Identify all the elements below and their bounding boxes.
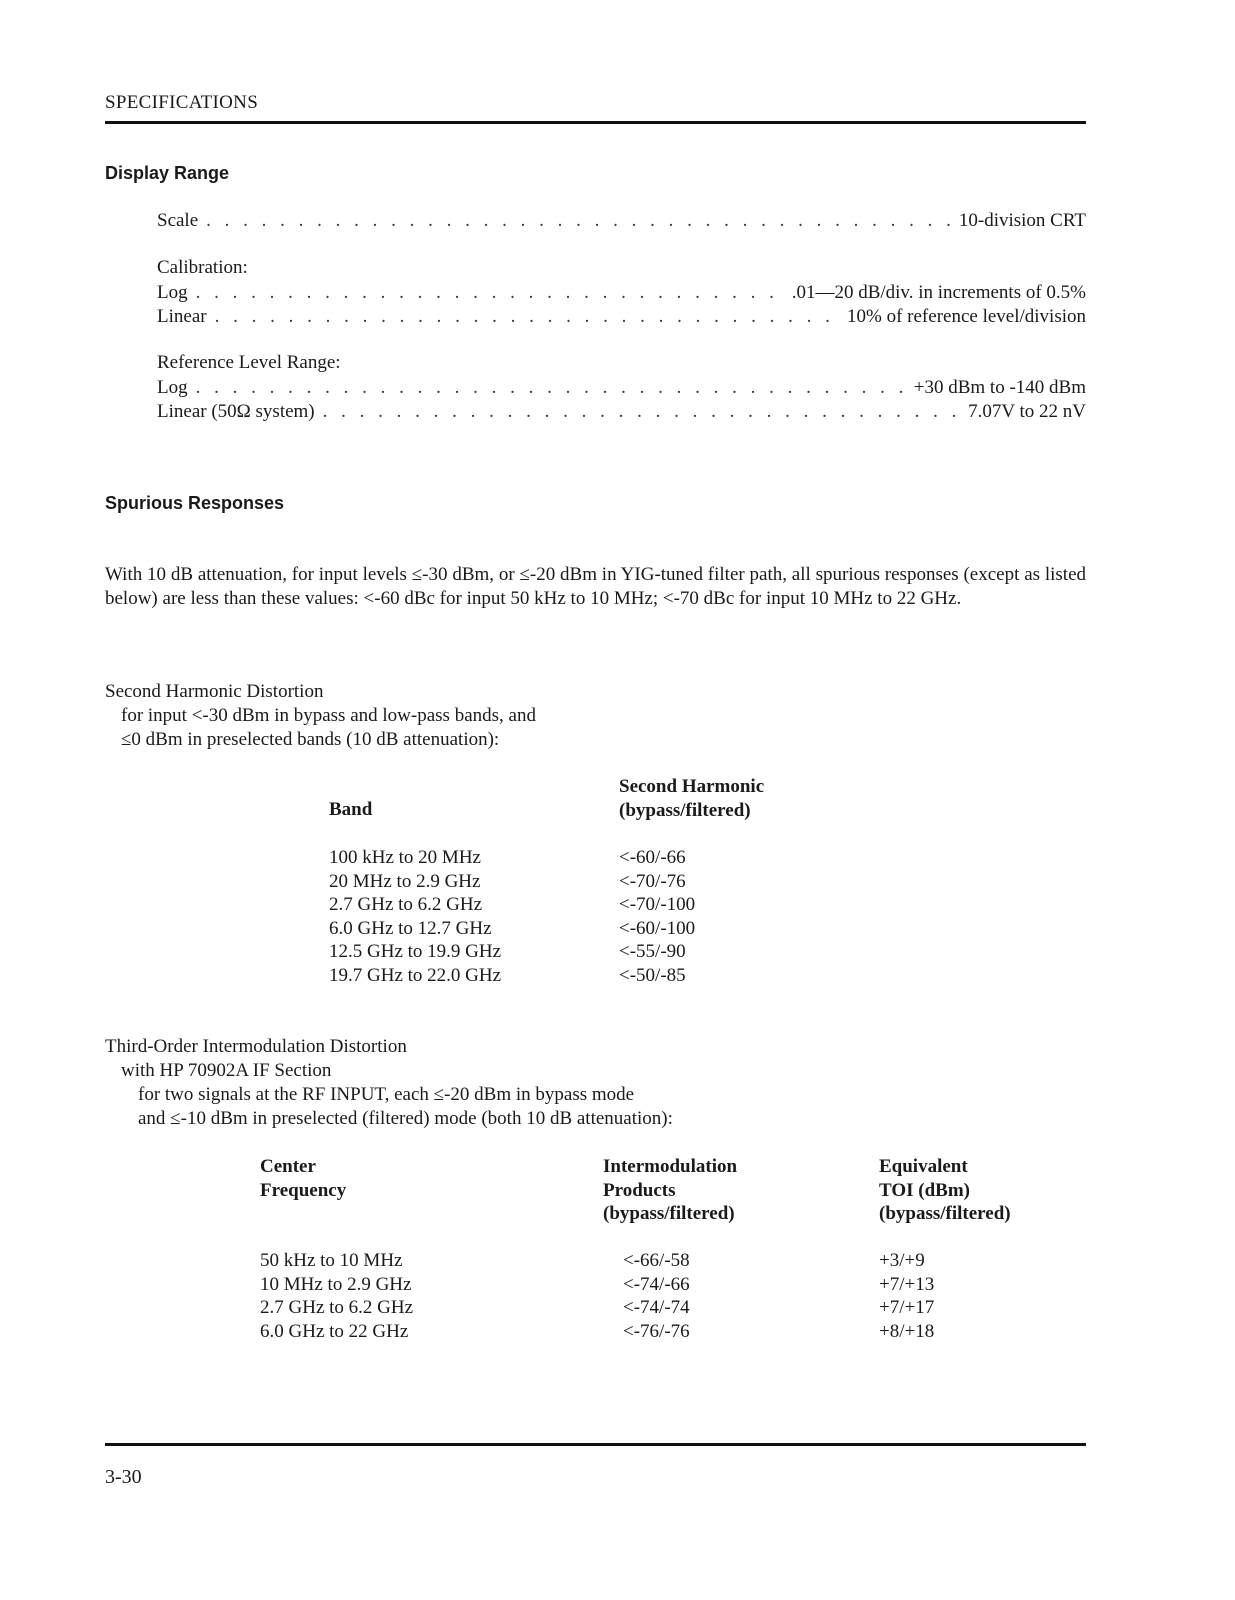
col-header-line: (bypass/filtered) xyxy=(603,1203,735,1224)
reference-log-row xyxy=(157,376,1086,400)
col-header-line: Products xyxy=(603,1179,676,1201)
calibration-log-label: Log xyxy=(157,282,188,303)
table-cell-value: <-70/-100 xyxy=(619,894,696,915)
calibration-log-value: .01—20 dB/div. in increments of 0.5% xyxy=(791,282,1086,303)
leader-dots xyxy=(323,400,960,424)
table-cell-toi: +3/+9 xyxy=(879,1250,925,1271)
reference-log-label: Log xyxy=(157,377,188,398)
table-cell-band: 20 MHz to 2.9 GHz xyxy=(329,870,481,892)
calibration-linear-row xyxy=(157,305,1086,329)
second-harmonic-condition-2: ≤0 dBm in preselected bands (10 dB attenuation): xyxy=(121,729,500,750)
second-harmonic-title: Second Harmonic Distortion xyxy=(105,681,324,702)
col-header-line: Center xyxy=(260,1156,316,1177)
reference-log-value: +30 dBm to -140 dBm xyxy=(913,377,1086,398)
table-cell-frequency: 2.7 GHz to 6.2 GHz xyxy=(260,1297,414,1318)
table-cell-band: 100 kHz to 20 MHz xyxy=(329,847,481,868)
table-cell-band: 19.7 GHz to 22.0 GHz xyxy=(329,964,502,986)
col-header-line: Frequency xyxy=(260,1179,347,1201)
scale-spec-row xyxy=(157,209,1086,233)
table-cell-value: <-70/-76 xyxy=(619,870,686,892)
display-range-heading: Display Range xyxy=(105,163,230,183)
table-cell-band: 12.5 GHz to 19.9 GHz xyxy=(329,941,502,962)
col-header-line: TOI (dBm) xyxy=(879,1179,970,1201)
intermod-products-column xyxy=(623,1249,690,1343)
table-cell-frequency: 50 kHz to 10 MHz xyxy=(260,1250,403,1271)
table-cell-products: <-66/-58 xyxy=(623,1250,690,1271)
calibration-title: Calibration: xyxy=(157,257,248,278)
table-cell-products: <-76/-76 xyxy=(623,1320,690,1342)
spurious-heading: Spurious Responses xyxy=(105,493,285,513)
col-header-line: (bypass/filtered) xyxy=(619,799,751,821)
table-cell-products: <-74/-66 xyxy=(623,1273,690,1295)
scale-value: 10-division CRT xyxy=(958,210,1086,231)
page-header: SPECIFICATIONS xyxy=(105,92,259,113)
table-cell-band: 6.0 GHz to 12.7 GHz xyxy=(329,917,492,939)
leader-dots xyxy=(215,305,839,329)
header-rule xyxy=(105,121,1086,124)
intermod-condition-3: and ≤-10 dBm in preselected (filtered) mode (both 10 dB attenuation): xyxy=(138,1108,673,1129)
leader-dots xyxy=(206,209,951,233)
col-header-second-harmonic xyxy=(619,775,764,822)
table-cell-value: <-50/-85 xyxy=(619,964,686,986)
calibration-linear-label: Linear xyxy=(157,306,207,327)
center-frequency-column xyxy=(260,1249,413,1343)
equivalent-toi-column xyxy=(879,1249,934,1343)
footer-rule xyxy=(105,1443,1086,1446)
table-cell-value: <-55/-90 xyxy=(619,941,686,962)
intermod-condition-1: with HP 70902A IF Section xyxy=(121,1060,332,1081)
col-header-band: Band xyxy=(329,799,373,820)
calibration-linear-value: 10% of reference level/division xyxy=(847,306,1086,327)
table-cell-value: <-60/-66 xyxy=(619,847,686,868)
table-cell-value: <-60/-100 xyxy=(619,917,696,939)
reference-linear-value: 7.07V to 22 nV xyxy=(968,401,1086,422)
col-header-line: Second Harmonic xyxy=(619,776,765,797)
table-cell-toi: +7/+17 xyxy=(879,1297,935,1318)
col-header-line: (bypass/filtered) xyxy=(879,1203,1011,1224)
intermod-title: Third-Order Intermodulation Distortion xyxy=(105,1036,407,1057)
reference-linear-row xyxy=(157,400,1086,424)
scale-label: Scale xyxy=(157,210,199,231)
col-header-center-frequency xyxy=(260,1155,346,1202)
leader-dots xyxy=(196,376,906,400)
table-cell-frequency: 6.0 GHz to 22 GHz xyxy=(260,1320,409,1342)
col-header-line: Equivalent xyxy=(879,1156,968,1177)
table-cell-toi: +7/+13 xyxy=(879,1273,935,1295)
calibration-log-row xyxy=(157,281,1086,305)
intermod-condition-2: for two signals at the RF INPUT, each ≤-20 dBm in bypass mode xyxy=(138,1084,635,1105)
col-header-line: Intermodulation xyxy=(603,1156,738,1177)
col-header-equivalent-toi xyxy=(879,1155,1011,1226)
leader-dots xyxy=(196,281,784,305)
spurious-intro: With 10 dB attenuation, for input levels ≤-30 dBm, or ≤-20 dBm in YIG-tuned filter path, all spurious responses (except as listed below) are less than these values: <-60 dBc for input 50 kHz to 10 MHz; <-70 dBc for input 10 MHz to 22 GHz. xyxy=(105,564,1086,609)
table-cell-toi: +8/+18 xyxy=(879,1320,935,1342)
reference-linear-label: Linear (50Ω system) xyxy=(157,401,315,422)
second-harmonic-condition-1: for input <-30 dBm in bypass and low-pass bands, and xyxy=(121,705,536,726)
reference-level-title: Reference Level Range: xyxy=(157,352,341,373)
second-harmonic-column xyxy=(619,846,695,987)
table-cell-frequency: 10 MHz to 2.9 GHz xyxy=(260,1273,412,1295)
band-column xyxy=(329,846,501,987)
table-cell-band: 2.7 GHz to 6.2 GHz xyxy=(329,894,483,915)
page-number: 3-30 xyxy=(105,1466,142,1488)
table-cell-products: <-74/-74 xyxy=(623,1297,690,1318)
col-header-intermod-products xyxy=(603,1155,737,1226)
